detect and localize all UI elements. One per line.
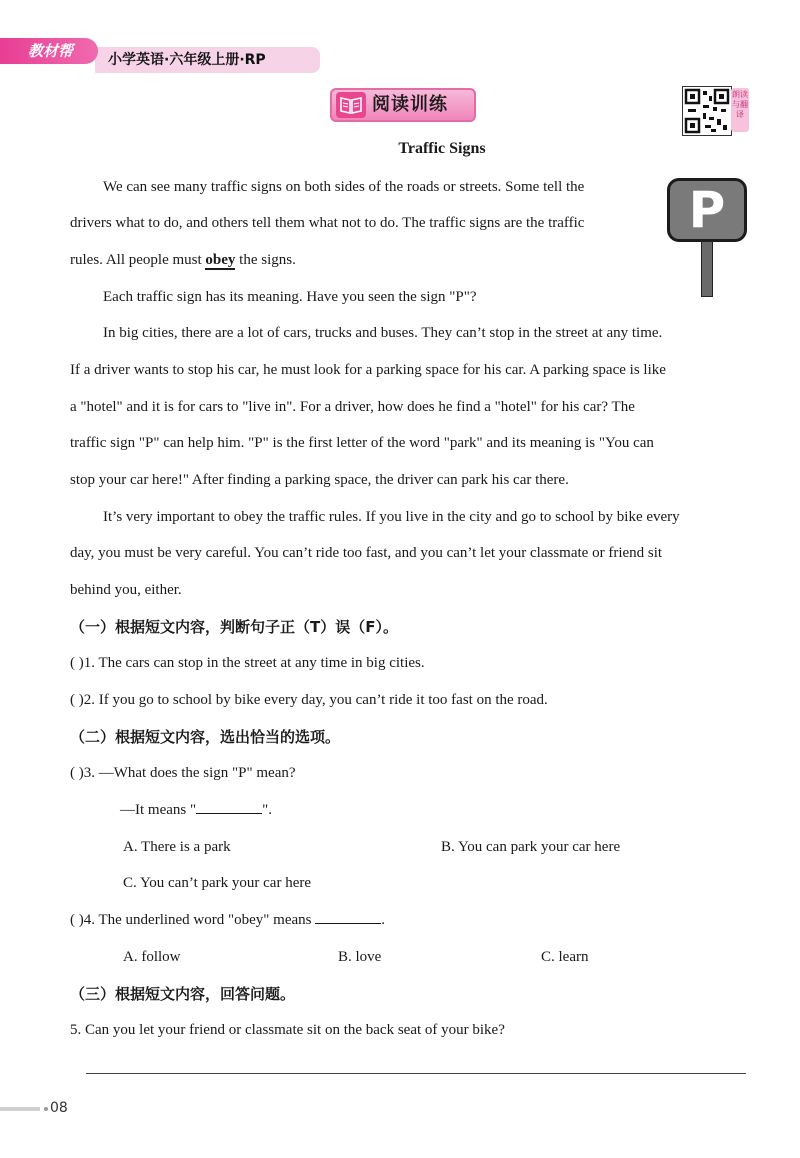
paragraph-line: Each traffic sign has its meaning. Have you seen the sign "P"? [103, 289, 477, 305]
paragraph-line: a "hotel" and it is for cars to "live in". For a driver, how does he find a "hotel" for his car? The [70, 399, 635, 415]
paragraph-line: day, you must be very careful. You can’t ride too fast, and you can’t let your classmate or friend sit [70, 545, 663, 561]
paragraph-line: If a driver wants to stop his car, he must look for a parking space for his car. A parking space is like [70, 362, 666, 378]
book-icon [336, 92, 366, 118]
article-title: Traffic Signs [398, 140, 486, 157]
paragraph-line: We can see many traffic signs on both sides of the roads or streets. Some tell the [103, 179, 585, 195]
paragraph-line: In big cities, there are a lot of cars, trucks and buses. They can’t stop in the street at any time. [103, 325, 663, 341]
text-run: . [381, 912, 385, 928]
text-run: ". [262, 802, 272, 818]
paragraph-line [70, 249, 296, 271]
paragraph-line: traffic sign "P" can help him. "P" is the first letter of the word "park" and its meaning is "You can [70, 435, 654, 451]
sign-pole [701, 241, 713, 297]
page-number: 08 [50, 1100, 68, 1116]
option-a: A. follow [123, 949, 181, 965]
qr-code-icon[interactable] [682, 86, 732, 136]
footer-bar [0, 1107, 40, 1111]
question-1: ( )1. The cars can stop in the street at any time in big cities. [70, 655, 425, 671]
brand-tab: 教材帮 [0, 38, 98, 64]
answer-line[interactable] [86, 1073, 746, 1074]
text-run: rules. All people must [70, 252, 206, 268]
option-b: B. love [338, 949, 382, 965]
question-5: 5. Can you let your friend or classmate sit on the back seat of your bike? [70, 1022, 505, 1038]
section-title: 阅读训练 [372, 94, 448, 115]
paragraph-line: behind you, either. [70, 582, 182, 598]
underlined-word: obey [205, 252, 236, 268]
parking-sign: P [667, 178, 747, 242]
question-4 [70, 909, 385, 931]
text-run: ( )4. The underlined word "obey" means [70, 912, 316, 928]
exercise-heading: （二）根据短文内容，选出恰当的选项。 [70, 728, 341, 746]
footer-dot [44, 1107, 48, 1111]
exercise-heading: （一）根据短文内容，判断句子正（T）误（F）。 [70, 618, 398, 636]
question-3: ( )3. —What does the sign "P" mean? [70, 765, 296, 781]
text-run: —It means " [120, 802, 197, 818]
option-c: C. You can’t park your car here [123, 875, 312, 891]
paragraph-line: It’s very important to obey the traffic rules. If you live in the city and go to school by bike every [103, 509, 680, 525]
text-run: the signs. [235, 252, 296, 268]
answer-blank[interactable] [315, 909, 381, 924]
option-c: C. learn [541, 949, 589, 965]
paragraph-line: drivers what to do, and others tell them what not to do. The traffic signs are the traffic [70, 215, 585, 231]
question-2: ( )2. If you go to school by bike every day, you can’t ride it too fast on the road. [70, 692, 548, 708]
qr-tag: 朗读与翻译 [731, 88, 749, 132]
answer-blank[interactable] [196, 799, 262, 814]
book-title: 小学英语·六年级上册·RP [108, 52, 266, 68]
question-3-reply [120, 799, 272, 821]
exercise-heading: （三）根据短文内容，回答问题。 [70, 985, 296, 1003]
option-a: A. There is a park [123, 839, 231, 855]
option-b: B. You can park your car here [441, 839, 621, 855]
paragraph-line: stop your car here!" After finding a parking space, the driver can park his car there. [70, 472, 569, 488]
